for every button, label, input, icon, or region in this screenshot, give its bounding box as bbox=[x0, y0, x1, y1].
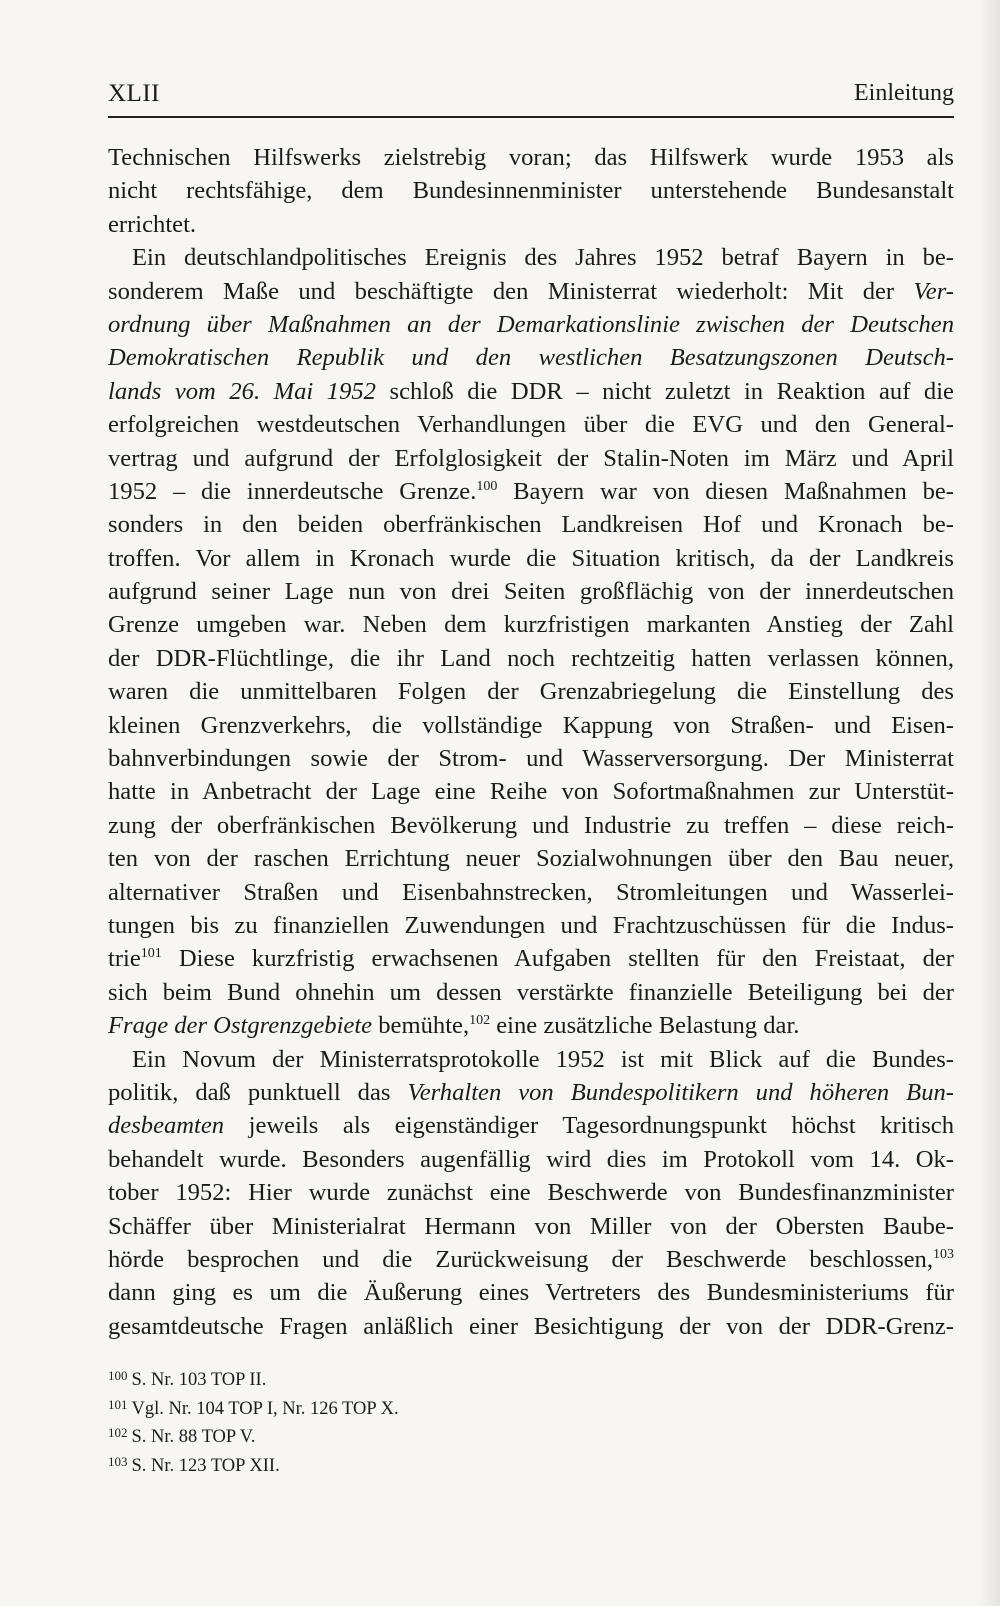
footnote-text: S. Nr. 88 TOP V. bbox=[131, 1427, 256, 1448]
text-segment: hatte in Anbetracht der Lage eine Reihe von Sofortmaßnahmen zur Unterstüt- bbox=[108, 778, 954, 806]
text-line bbox=[108, 1276, 954, 1309]
text-line bbox=[108, 1143, 954, 1176]
page-edge-shadow bbox=[978, 0, 1000, 1606]
main-text bbox=[108, 141, 954, 1343]
footnote bbox=[108, 1450, 954, 1479]
text-line bbox=[108, 742, 954, 775]
footnote-ref: 103 bbox=[933, 1246, 954, 1262]
text-segment: vertrag und aufgrund der Erfolglosigkeit der Stalin-Noten im März und April bbox=[108, 444, 954, 472]
footnote-number: 100 bbox=[108, 1368, 128, 1383]
text-segment: Technischen Hilfswerks zielstrebig voran; das Hilfswerk wurde 1953 als bbox=[108, 144, 954, 171]
footnotes bbox=[108, 1364, 954, 1478]
text-segment: nicht rechtsfähige, dem Bundesinnenminister unterstehende Bundesanstalt bbox=[108, 177, 954, 205]
footnote-ref: 100 bbox=[476, 478, 498, 494]
text-line bbox=[108, 1043, 954, 1076]
text-segment: politik, daß punktuell das bbox=[108, 1078, 408, 1106]
text-segment: gesamtdeutsche Fragen anläßlich einer Besichtigung der von der DDR-Grenz- bbox=[108, 1312, 954, 1340]
italic-text: desbeamten bbox=[108, 1112, 225, 1140]
text-line bbox=[108, 208, 954, 241]
text-segment: erfolgreichen westdeutschen Verhandlungen über die EVG und den General- bbox=[108, 411, 954, 439]
text-line bbox=[108, 1009, 954, 1042]
text-line bbox=[108, 508, 954, 541]
text-segment: 1952 – die innerdeutsche Grenze. bbox=[108, 477, 477, 505]
text-segment: sich beim Bund ohnehin um dessen verstärkte finanzielle Beteiligung bei der bbox=[108, 978, 954, 1006]
text-segment: tungen bis zu finanziellen Zuwendungen und Frachtzuschüssen für die Indus- bbox=[108, 911, 954, 939]
italic-text: Verhalten von Bundespolitikern und höheren Bun- bbox=[407, 1078, 954, 1106]
text-line bbox=[108, 1176, 954, 1209]
text-segment: Bayern war von diesen Maßnahmen be- bbox=[497, 477, 954, 505]
text-line bbox=[108, 308, 954, 341]
footnote-number: 102 bbox=[108, 1425, 128, 1441]
text-line bbox=[108, 442, 954, 475]
text-segment: sonders in den beiden oberfränkischen Landkreisen Hof und Kronach be- bbox=[108, 511, 954, 539]
text-segment: errichtet. bbox=[108, 210, 197, 238]
text-line bbox=[108, 174, 954, 207]
text-segment: hörde besprochen und die Zurückweisung der Beschwerde beschlossen, bbox=[108, 1245, 933, 1273]
italic-text: ordnung über Maßnahmen an der Demarkationslinie zwischen der Deutschen bbox=[108, 310, 954, 338]
text-segment: aufgrund seiner Lage nun von drei Seiten großflächig von der innerdeutschen bbox=[108, 578, 954, 606]
text-line bbox=[108, 675, 954, 708]
text-line bbox=[108, 575, 954, 608]
text-segment: waren die unmittelbaren Folgen der Grenzabriegelung die Einstellung des bbox=[108, 678, 954, 706]
italic-text: Frage der Ostgrenzgebiete bbox=[108, 1012, 373, 1040]
text-line bbox=[108, 809, 954, 842]
text-segment: jeweils als eigenständiger Tagesordnungspunkt höchst kritisch bbox=[224, 1112, 954, 1140]
italic-text: Demokratischen Republik und den westlichen Besatzungszonen Deutsch- bbox=[108, 344, 954, 372]
running-title: Einleitung bbox=[854, 80, 954, 106]
running-header bbox=[108, 80, 954, 118]
footnote-number: 103 bbox=[108, 1453, 128, 1469]
text-line bbox=[108, 608, 954, 641]
text-line bbox=[108, 1210, 954, 1243]
text-line bbox=[108, 542, 954, 575]
text-line bbox=[108, 709, 954, 742]
footnote bbox=[108, 1364, 954, 1393]
footnote bbox=[108, 1393, 954, 1422]
text-segment: der DDR-Flüchtlinge, die ihr Land noch rechtzeitig hatten verlassen können, bbox=[108, 644, 954, 672]
footnote bbox=[108, 1421, 954, 1450]
text-line bbox=[108, 408, 954, 441]
text-line bbox=[108, 275, 954, 308]
text-line bbox=[108, 976, 954, 1009]
text-segment: troffen. Vor allem in Kronach wurde die Situation kritisch, da der Landkreis bbox=[108, 544, 954, 572]
text-line bbox=[108, 1076, 954, 1109]
text-segment: zung der oberfränkischen Bevölkerung und Industrie zu treffen – diese reich- bbox=[108, 811, 954, 839]
text-line bbox=[108, 475, 954, 508]
footnote-text: Vgl. Nr. 104 TOP I, Nr. 126 TOP X. bbox=[131, 1398, 399, 1419]
text-line bbox=[108, 642, 954, 675]
text-segment: eine zusätzliche Belastung dar. bbox=[490, 1012, 800, 1040]
text-line bbox=[108, 909, 954, 942]
text-segment: bahnverbindungen sowie der Strom- und Wasserversorgung. Der Ministerrat bbox=[108, 745, 954, 773]
text-line bbox=[108, 1243, 954, 1276]
footnote-ref: 101 bbox=[140, 946, 162, 962]
text-line bbox=[108, 241, 954, 274]
text-segment: Schäffer über Ministerialrat Hermann von Miller von der Obersten Baube- bbox=[108, 1212, 954, 1240]
text-line bbox=[108, 341, 954, 374]
footnote-ref: 102 bbox=[469, 1013, 491, 1029]
footnote-text: S. Nr. 103 TOP II. bbox=[131, 1370, 267, 1390]
text-segment: alternativer Straßen und Eisenbahnstrecken, Stromleitungen und Wasserlei- bbox=[108, 878, 954, 906]
text-segment: Ein deutschlandpolitisches Ereignis des Jahres 1952 betraf Bayern in be- bbox=[132, 244, 954, 272]
text-line bbox=[108, 876, 954, 909]
text-segment: Ein Novum der Ministerratsprotokolle 1952 ist mit Blick auf die Bundes- bbox=[132, 1045, 954, 1073]
text-segment: ten von der raschen Errichtung neuer Sozialwohnungen über den Bau neuer, bbox=[108, 845, 954, 873]
italic-text: lands vom 26. Mai 1952 bbox=[108, 377, 376, 405]
text-segment: bemühte, bbox=[372, 1012, 470, 1040]
text-segment: Grenze umgeben war. Neben dem kurzfristigen markanten Anstieg der Zahl bbox=[108, 611, 954, 639]
text-segment: kleinen Grenzverkehrs, die vollständige Kappung von Straßen- und Eisen- bbox=[108, 711, 954, 739]
text-segment: tober 1952: Hier wurde zunächst eine Beschwerde von Bundesfinanzminister bbox=[108, 1179, 954, 1207]
text-line bbox=[108, 1310, 954, 1343]
text-line bbox=[108, 141, 954, 174]
text-line bbox=[108, 842, 954, 875]
italic-text: Ver- bbox=[913, 277, 954, 305]
text-segment: Diese kurzfristig erwachsenen Aufgaben stellten für den Freistaat, der bbox=[161, 945, 954, 973]
page-number: XLII bbox=[108, 80, 160, 107]
text-segment: behandelt wurde. Besonders augenfällig wird dies im Protokoll vom 14. Ok- bbox=[108, 1145, 954, 1173]
text-line bbox=[108, 375, 954, 408]
text-line bbox=[108, 942, 954, 975]
text-segment: trie bbox=[108, 945, 141, 973]
text-segment: schloß die DDR – nicht zuletzt in Reaktion auf die bbox=[375, 377, 954, 405]
text-segment: sonderem Maße und beschäftigte den Ministerrat wiederholt: Mit der bbox=[108, 277, 914, 305]
footnote-number: 101 bbox=[108, 1396, 128, 1412]
text-line bbox=[108, 775, 954, 808]
footnote-text: S. Nr. 123 TOP XII. bbox=[131, 1455, 280, 1476]
text-segment: dann ging es um die Äußerung eines Vertreters des Bundesministeriums für bbox=[108, 1279, 954, 1307]
text-line bbox=[108, 1109, 954, 1142]
